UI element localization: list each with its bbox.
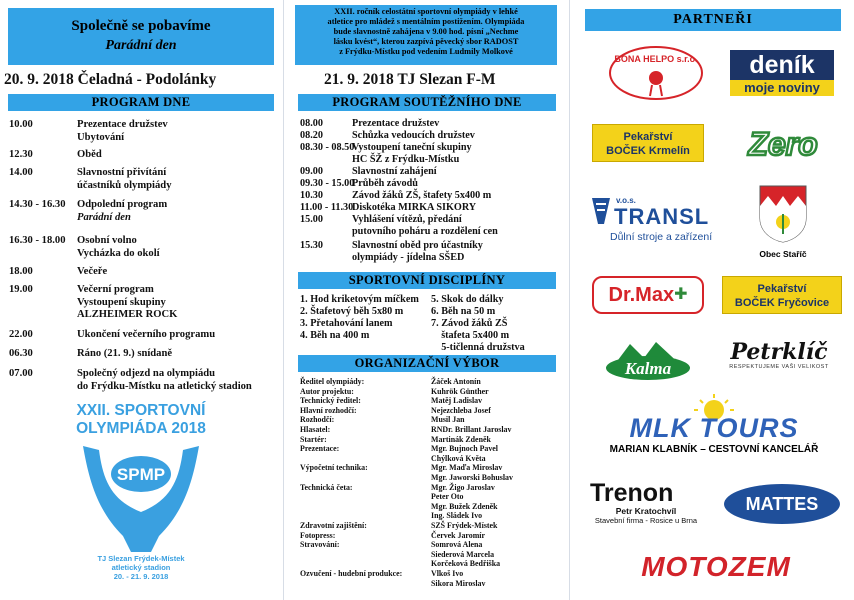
program-line: Slavnostní přivítání — [77, 167, 167, 178]
committee-name: Nejezchleba Josef — [431, 405, 491, 415]
discipline-item: 7. Závod žáků ZŠ — [431, 318, 508, 329]
committee-name: Červek Jaromír — [431, 530, 485, 540]
partner-bocek-frycovice-logo — [722, 276, 842, 314]
committee-role: Rozhodčí: — [300, 415, 335, 425]
committee-role: Stravování: — [300, 540, 340, 550]
denik-sub: moje noviny — [730, 80, 834, 96]
committee-role: Startér: — [300, 434, 327, 444]
committee-role: Autor projektu: — [300, 386, 354, 396]
panel-day-one — [0, 0, 282, 600]
drmax-cross-icon: ✚ — [674, 286, 688, 303]
program-line: účastníků olympiády — [77, 179, 172, 191]
partner-motozem-logo — [618, 548, 814, 584]
intro-line: bude slavnostně zahájena v 9.00 hod. písní „Nechme — [333, 27, 519, 36]
competition-row — [300, 166, 562, 178]
committee-row — [300, 531, 564, 541]
committee-names — [431, 387, 564, 397]
header-line-1: Společně se pobavíme — [71, 18, 211, 34]
committee-name: Musil Jan — [431, 415, 465, 425]
partner-drmax-logo — [592, 276, 704, 314]
program-line: Večeře — [77, 266, 108, 277]
committee-names — [431, 396, 564, 406]
petrklic-sub: RESPEKTUJEME VAŠI VELIKOST — [729, 364, 829, 370]
transl-emblem-icon — [590, 196, 612, 226]
committee-row — [300, 396, 564, 406]
committee-name: Mgr. Žigo Jaroslav — [431, 482, 495, 492]
committee-names — [431, 463, 564, 482]
intro-line: atletice pro mládež s mentálním postižením. Olympiáda — [327, 17, 525, 26]
program-time: 10.00 — [9, 119, 33, 130]
program-line: Večerní program — [77, 284, 154, 295]
trenon-line2: Stavební firma - Rosice u Brna — [594, 516, 698, 525]
competition-time: 08.00 — [300, 118, 323, 129]
committee-names — [431, 569, 564, 588]
committee-names — [431, 415, 564, 425]
logo-sub-line-1: TJ Slezan Frýdek-Místek — [97, 554, 185, 563]
competition-time: 15.00 — [300, 214, 323, 225]
program-line: Vycházka do okolí — [77, 247, 160, 259]
committee-names — [431, 521, 564, 531]
logo-sub-line-2: atletický stadion — [111, 563, 171, 572]
program-row — [9, 119, 281, 144]
competition-row — [300, 214, 562, 238]
program-desc — [77, 348, 281, 361]
competition-row — [300, 240, 562, 264]
committee-name: Ing. Sládek Ivo — [431, 511, 483, 521]
day-one-header — [8, 8, 274, 65]
program-desc — [77, 149, 281, 162]
partner-bonahelp-logo — [606, 44, 706, 102]
program-line: Společný odjezd na olympiádu — [77, 368, 216, 379]
program-time: 14.30 - 16.30 — [9, 199, 66, 210]
fold-line-2 — [569, 0, 570, 600]
committee-role: Prezentace: — [300, 444, 340, 454]
mattes-text: MATTES — [745, 494, 819, 514]
program-desc — [77, 199, 281, 224]
bonahelp-text: BONA HELPO s.r.o. — [614, 54, 698, 64]
day-one-date-place: 20. 9. 2018 Čeladná - Podolánky — [4, 71, 217, 88]
logo-title-line-2: OLYMPIÁDA 2018 — [76, 420, 206, 437]
competition-line: HC ŠŽ z Frýdku-Místku — [352, 153, 460, 165]
program-desc — [77, 329, 281, 342]
program-line: Vystoupení skupiny — [77, 296, 166, 308]
discipline-item: 4. Běh na 400 m — [300, 330, 370, 341]
partner-trenon-logo — [590, 480, 702, 530]
program-time: 19.00 — [9, 284, 33, 295]
transl-sub: Důlní stroje a zařízení — [610, 231, 713, 243]
committee-row — [300, 377, 564, 387]
motozem-text: MOTOZEM — [641, 551, 791, 582]
committee-name: Martinák Zdeněk — [431, 434, 491, 444]
spmp-hands-icon — [79, 440, 203, 554]
fold-line-1 — [283, 0, 284, 600]
disciplines-right-list — [431, 294, 525, 354]
intro-line: z Frýdku-Místku pod vedením Ludmily Molkové — [339, 47, 513, 56]
committee-row — [300, 387, 564, 397]
committee-role: Výpočetní technika: — [300, 463, 368, 473]
discipline-item: 3. Přetahování lanem — [300, 318, 393, 329]
program-time: 22.00 — [9, 329, 33, 340]
committee-name: Peter Oto — [431, 492, 464, 502]
program-row — [9, 235, 281, 260]
competition-time: 11.00 - 11.30 — [300, 202, 354, 213]
staric-text: Obec Staříč — [759, 249, 807, 259]
disciplines-left-list — [300, 294, 419, 342]
program-line: do Frýdku-Místku na atletický stadion — [77, 380, 252, 392]
partner-transl-logo — [588, 194, 712, 248]
competition-line: Vyhlášení vítězů, předání — [352, 214, 462, 225]
committee-names — [431, 435, 564, 445]
committee-name: Mgr. Bužek Zdeněk — [431, 501, 498, 511]
committee-row — [300, 483, 564, 521]
competition-desc — [352, 202, 562, 214]
committee-row — [300, 569, 564, 588]
partner-denik-logo — [730, 50, 834, 98]
committee-role: Ředitel olympiády: — [300, 377, 365, 386]
competition-time: 15.30 — [300, 240, 323, 251]
committee-row — [300, 444, 564, 463]
committee-row — [300, 463, 564, 482]
bocek-frycovice-line2: BOČEK Fryčovice — [734, 297, 830, 309]
discipline-item: štafeta 5x400 m — [431, 330, 510, 341]
transl-small: v.o.s. — [616, 196, 636, 205]
committee-name: Mgr. Maďa Miroslav — [431, 463, 503, 473]
trenon-main: Trenon — [590, 479, 674, 507]
competition-line: Slavnostní oběd pro účastníky — [352, 240, 483, 251]
competition-line: Prezentace družstev — [352, 118, 440, 129]
kalma-text: Kalma — [624, 359, 672, 378]
competition-desc — [352, 240, 562, 264]
discipline-item: 5-tičlenná družstva — [431, 342, 525, 353]
partner-zero-logo — [744, 118, 822, 166]
committee-name: Chýlková Květa — [431, 453, 486, 463]
program-line: ALZHEIMER ROCK — [77, 309, 178, 320]
competition-desc — [352, 190, 562, 202]
competition-line: Slavnostní zahájení — [352, 166, 437, 177]
competition-time: 08.20 — [300, 130, 323, 141]
bocek-krmelin-line1: Pekařství — [623, 131, 673, 143]
program-line: Ubytování — [77, 131, 125, 143]
day-two-date-place: 21. 9. 2018 TJ Slezan F-M — [324, 71, 496, 88]
program-title-bar: PROGRAM DNE — [8, 94, 274, 111]
competition-desc — [352, 142, 562, 166]
program-row — [9, 266, 281, 279]
competition-program-bar: PROGRAM SOUTĚŽNÍHO DNE — [298, 94, 556, 111]
competition-line: Průběh závodů — [352, 178, 418, 189]
committee-name: Mgr. Jaworski Bohuslav — [431, 472, 513, 482]
intro-line: lásku kvést“, kterou zazpívá pěvecký sbor RADOST — [333, 37, 519, 46]
competition-desc — [352, 166, 562, 178]
header-line-2: Parádní den — [105, 38, 177, 53]
competition-desc — [352, 214, 562, 238]
committee-row — [300, 521, 564, 531]
committee-names — [431, 406, 564, 416]
program-time: 12.30 — [9, 149, 33, 160]
program-desc — [77, 235, 281, 260]
competition-time: 09.30 - 15.00 — [300, 178, 355, 189]
program-line-italic: Parádní den — [77, 211, 131, 223]
committee-name: Somrová Alena — [431, 540, 483, 550]
competition-line: Závod žáků ZŠ, štafety 5x400 m — [352, 190, 492, 201]
committee-row — [300, 540, 564, 569]
drmax-text: Dr.Max — [608, 284, 675, 306]
logo-title-line-1: XXII. SPORTOVNÍ — [76, 402, 206, 419]
disciplines-bar: SPORTOVNÍ DISCIPLÍNY — [298, 272, 556, 289]
mlk-main: MLK TOURS — [629, 413, 799, 443]
competition-desc — [352, 118, 562, 130]
committee-role: Technická četa: — [300, 482, 353, 492]
committee-row — [300, 415, 564, 425]
program-line: Odpolední program — [77, 199, 168, 210]
competition-row — [300, 178, 562, 190]
committee-name: Kuhrök Günther — [431, 386, 489, 396]
partner-mlk-tours-logo — [594, 392, 834, 458]
bocek-krmelin-line2: BOČEK Krmelín — [606, 145, 690, 157]
program-line: Ukončení večerního programu — [77, 329, 216, 340]
competition-row — [300, 202, 562, 214]
denik-main: deník — [730, 50, 834, 80]
committee-role: Fotopress: — [300, 530, 336, 540]
logo-badge-text: SPMP — [116, 465, 166, 484]
program-row — [9, 284, 281, 322]
competition-row — [300, 118, 562, 130]
competition-row — [300, 130, 562, 142]
program-row — [9, 329, 281, 342]
program-time: 16.30 - 18.00 — [9, 235, 66, 246]
committee-names — [431, 483, 564, 521]
committee-name: Siederová Marcela — [431, 549, 495, 559]
program-row — [9, 167, 281, 192]
committee-name: RNDr. Brillant Jaroslav — [431, 425, 512, 434]
committee-names — [431, 425, 564, 435]
logo-sub-line-3: 20. - 21. 9. 2018 — [113, 572, 169, 581]
trenon-line1: Petr Kratochvíl — [615, 506, 677, 516]
bocek-frycovice-line1: Pekařství — [757, 283, 807, 295]
program-time: 07.00 — [9, 368, 33, 379]
program-row — [9, 199, 281, 224]
program-time: 06.30 — [9, 348, 33, 359]
competition-line: Diskotéka MIRKA SIKORY — [352, 202, 477, 213]
program-desc — [77, 266, 281, 279]
committee-names — [431, 377, 564, 387]
program-line: Prezentace družstev — [77, 119, 168, 130]
program-line: Osobní volno — [77, 235, 137, 246]
program-desc — [77, 368, 281, 393]
partner-bocek-krmelin-logo — [592, 124, 704, 162]
discipline-item: 6. Běh na 50 m — [431, 306, 496, 317]
committee-row — [300, 406, 564, 416]
competition-row — [300, 190, 562, 202]
partner-mattes-logo — [724, 484, 840, 524]
intro-box — [295, 5, 557, 65]
committee-names — [431, 531, 564, 541]
transl-main: TRANSL — [614, 204, 710, 229]
competition-line: Schůzka vedoucích družstev — [352, 130, 475, 141]
petrklic-main: Petrklíč — [730, 339, 828, 365]
committee-name: Mgr. Bujnoch Pavel — [431, 444, 498, 454]
competition-line: putovního poháru a rozdělení cen — [352, 225, 498, 237]
program-desc — [77, 119, 281, 144]
panel-partners — [572, 0, 854, 600]
mlk-sub: MARIAN KLABNÍK – CESTOVNÍ KANCELÁŘ — [609, 444, 819, 455]
committee-role: Zdravotní zajištění: — [300, 521, 367, 530]
committee-name: Vlkoš Ivo — [431, 569, 464, 578]
discipline-item: 5. Skok do dálky — [431, 294, 504, 305]
committee-name: Matěj Ladislav — [431, 396, 483, 406]
committee-names — [431, 540, 564, 569]
discipline-item: 2. Štafetový běh 5x80 m — [300, 306, 404, 317]
committee-name: Sikora Miroslav — [431, 578, 486, 588]
committee-names — [431, 444, 564, 463]
committee-name: Žáček Antonín — [431, 377, 481, 386]
program-line: Ráno (21. 9.) snídaně — [77, 348, 173, 359]
committee-row — [300, 435, 564, 445]
committee-role: Hlavní rozhodčí: — [300, 405, 357, 415]
program-time: 14.00 — [9, 167, 33, 178]
competition-desc — [352, 178, 562, 190]
competition-time: 09.00 — [300, 166, 323, 177]
committee-name: SZŠ Frýdek-Místek — [431, 521, 498, 530]
program-row — [9, 149, 281, 162]
committee-role: Hlasatel: — [300, 425, 331, 434]
program-desc — [77, 284, 281, 322]
partner-kalma-logo — [604, 332, 692, 382]
committee-row — [300, 425, 564, 435]
competition-line: olympiády - jídelna SŠED — [352, 251, 465, 263]
olympiad-logo — [55, 402, 227, 592]
partner-petrklic-logo — [714, 340, 844, 378]
competition-row — [300, 142, 562, 166]
partners-title-bar: PARTNEŘI — [585, 9, 841, 31]
program-line: Oběd — [77, 149, 102, 160]
staric-coat-of-arms-icon — [758, 184, 808, 244]
committee-role: Ozvučení - hudební produkce: — [300, 569, 403, 578]
organizing-committee-bar: ORGANIZAČNÍ VÝBOR — [298, 355, 556, 372]
discipline-item: 1. Hod kriketovým míčkem — [300, 294, 419, 305]
zero-text: Zero — [748, 126, 818, 162]
program-row — [9, 368, 281, 393]
competition-desc — [352, 130, 562, 142]
committee-role: Technický ředitel: — [300, 396, 361, 406]
intro-line: XXII. ročník celostátní sportovní olympiády v lehké — [334, 7, 518, 16]
program-desc — [77, 167, 281, 192]
competition-time: 10.30 — [300, 190, 323, 201]
partner-staric-logo — [748, 184, 818, 262]
panel-day-two — [286, 0, 568, 600]
program-row — [9, 348, 281, 361]
competition-time: 08.30 - 08.50 — [300, 142, 355, 153]
program-time: 18.00 — [9, 266, 33, 277]
competition-line: Vystoupení taneční skupiny — [352, 142, 472, 153]
committee-name: Korčeková Bedřiška — [431, 559, 501, 569]
